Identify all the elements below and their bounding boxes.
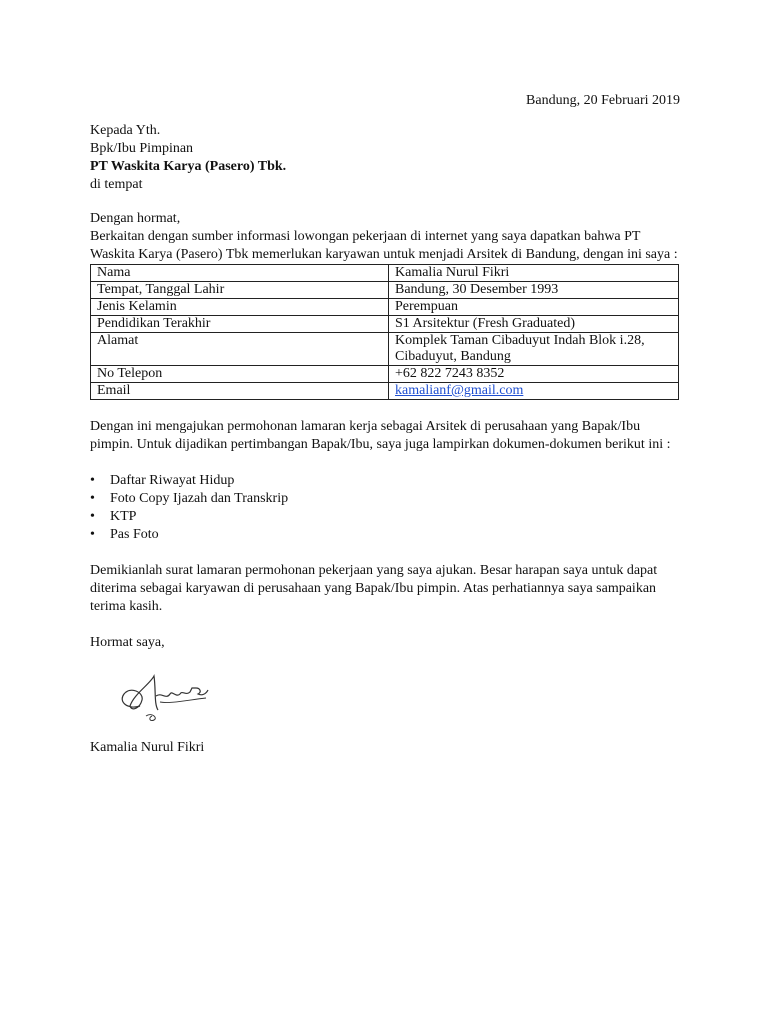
- attachment-label: Daftar Riwayat Hidup: [110, 473, 235, 488]
- letter-date: Bandung, 20 Februari 2019: [526, 93, 680, 108]
- closing-line-2: diterima sebagai karyawan di perusahaan yang Bapak/Ibu pimpin. Atas perhatiannya saya sampaikan: [90, 581, 657, 596]
- recipient-line-4: di tempat: [90, 177, 143, 192]
- attachments-list: [90, 472, 680, 544]
- table-label-phone: No Telepon: [91, 366, 389, 383]
- table-value-gender: Perempuan: [389, 299, 679, 316]
- table-value-education: S1 Arsitektur (Fresh Graduated): [389, 316, 679, 333]
- bullet: •: [90, 509, 95, 524]
- table-value-phone: +62 822 7243 8352: [389, 366, 679, 383]
- table-label-email: Email: [91, 383, 389, 400]
- table-label-education: Pendidikan Terakhir: [91, 316, 389, 333]
- attachment-label: Foto Copy Ijazah dan Transkrip: [110, 491, 289, 506]
- list-item: [90, 490, 680, 508]
- letter-page: [90, 92, 680, 757]
- bullet: •: [90, 473, 95, 488]
- list-item: [90, 526, 680, 544]
- table-row: [91, 299, 679, 316]
- table-label-gender: Jenis Kelamin: [91, 299, 389, 316]
- signature-image: [110, 666, 220, 726]
- table-value-birth: Bandung, 30 Desember 1993: [389, 282, 679, 299]
- bullet: •: [90, 491, 95, 506]
- intro-line-1: Berkaitan dengan sumber informasi lowongan pekerjaan di internet yang saya dapatkan bahwa PT: [90, 229, 641, 244]
- attachment-label: Pas Foto: [110, 527, 159, 542]
- table-row: [91, 366, 679, 383]
- list-item: [90, 472, 680, 490]
- applicant-data-table: [90, 264, 679, 400]
- recipient-line-2: Bpk/Ibu Pimpinan: [90, 141, 194, 156]
- table-row: [91, 316, 679, 333]
- recipient-line-1: Kepada Yth.: [90, 123, 161, 138]
- table-row: [91, 282, 679, 299]
- table-label-address: Alamat: [91, 333, 389, 366]
- table-label-birth: Tempat, Tanggal Lahir: [91, 282, 389, 299]
- table-label-name: Nama: [91, 265, 389, 282]
- closing-line-3: terima kasih.: [90, 599, 163, 614]
- table-value-email: [389, 383, 679, 400]
- table-row: [91, 265, 679, 282]
- email-link[interactable]: kamalianf@gmail.com: [395, 383, 524, 398]
- table-row: [91, 333, 679, 366]
- bullet: •: [90, 527, 95, 542]
- body-line-1: Dengan ini mengajukan permohonan lamaran kerja sebagai Arsitek di perusahaan yang Bapak/Ibu: [90, 419, 641, 434]
- body-line-2: pimpin. Untuk dijadikan pertimbangan Bapak/Ibu, saya juga lampirkan dokumen-dokumen berikut ini :: [90, 437, 671, 452]
- closing-line-1: Demikianlah surat lamaran permohonan pekerjaan yang saya ajukan. Besar harapan saya untuk dapat: [90, 563, 658, 578]
- list-item: [90, 508, 680, 526]
- table-row: [91, 383, 679, 400]
- recipient-company: PT Waskita Karya (Pasero) Tbk.: [90, 159, 287, 174]
- attachment-label: KTP: [110, 509, 137, 524]
- address-line-1: Komplek Taman Cibaduyut Indah Blok i.28,: [395, 333, 645, 348]
- table-value-address: [389, 333, 679, 366]
- address-line-2: Cibaduyut, Bandung: [395, 349, 511, 364]
- signoff: Hormat saya,: [90, 635, 165, 650]
- signatory-name: Kamalia Nurul Fikri: [90, 740, 205, 755]
- greeting: Dengan hormat,: [90, 211, 181, 226]
- intro-line-2: Waskita Karya (Pasero) Tbk memerlukan karyawan untuk menjadi Arsitek di Bandung, dengan ini saya :: [90, 247, 678, 262]
- table-value-name: Kamalia Nurul Fikri: [389, 265, 679, 282]
